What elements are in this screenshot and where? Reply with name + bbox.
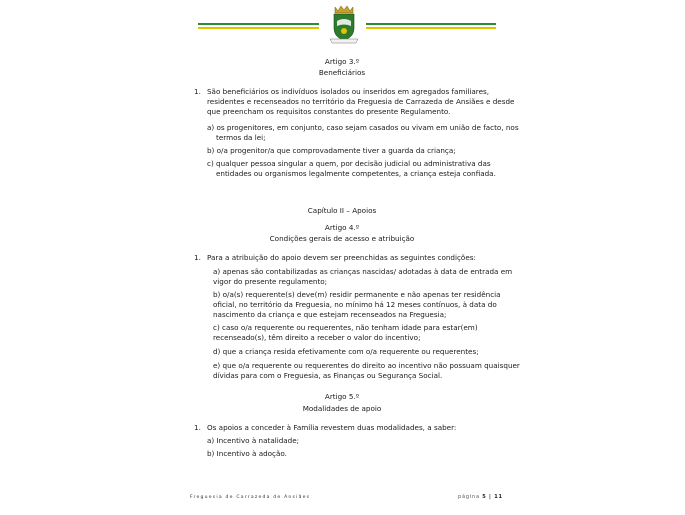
article-3-subitem-c: c) qualquer pessoa singular a quem, por decisão judicial ou administrativa das (207, 159, 491, 168)
article-5-subitem-a: a) Incentivo à natalidade; (207, 436, 300, 445)
article-4-subitem-d: d) que a criança resida efetivamente com o/a requerente ou requerentes; (213, 347, 479, 356)
article-4-subitem-b-cont: oficial, no território da Freguesia, no mínimo há 12 meses contínuos, à data do (213, 300, 497, 309)
article-3-paragraph-line: que preencham os requisitos constantes do presente Regulamento. (207, 107, 451, 116)
article-4-paragraph-line: Para a atribuição do apoio devem ser preenchidas as seguintes condições: (207, 253, 476, 262)
article-3-paragraph-line: São beneficiários os indivíduos isolados ou inseridos em agregados familiares, (207, 87, 490, 96)
article-5-subtitle: Modalidades de apoio (302, 404, 382, 413)
article-3-subitem-a: a) os progenitores, em conjunto, caso sejam casados ou vivam em união de facto, nos (207, 123, 519, 132)
article-4-subitem-b-cont: nascimento da criança e que estejam recenseados na Freguesia; (213, 310, 447, 319)
article-3-item-number: 1. (194, 87, 201, 96)
article-4-subitem-a-cont: vigor do presente regulamento; (213, 277, 328, 286)
article-4-subitem-e: e) que o/a requerente ou requerentes do direito ao incentivo não possuam quaisquer (213, 361, 520, 370)
header-stripe-yellow-left (198, 27, 319, 29)
article-4-subitem-a: a) apenas são contabilizadas as crianças nascidas/ adotadas à data de entrada em (213, 267, 513, 276)
article-4-subtitle: Condições gerais de acesso e atribuição (269, 234, 415, 243)
chapter-2-title: Capítulo II – Apoios (307, 206, 377, 215)
article-4-subitem-c-cont: recenseado(s), têm direito a receber o valor do incentivo; (213, 333, 421, 342)
article-4-subitem-b: b) o/a(s) requerente(s) deve(m) residir permanente e não apenas ter residência (213, 290, 501, 299)
header-stripe-green-left (198, 23, 319, 25)
article-3-subitem-c-cont: entidades ou organismos legalmente competentes, a criança esteja confiada. (216, 169, 496, 178)
article-4-item-number: 1. (194, 253, 201, 262)
footer-organization: Freguesia de Carrazeda de Ansiães (190, 495, 311, 500)
header-stripe-yellow-right (366, 27, 496, 29)
footer-page-value: 5 | 11 (482, 494, 503, 500)
article-5-subitem-b: b) Incentivo à adoção. (207, 449, 287, 458)
article-3-title: Artigo 3.º (324, 57, 360, 66)
footer-page-label: página (458, 494, 480, 500)
article-3-subitem-a-cont: termos da lei; (216, 133, 266, 142)
article-3-paragraph-line: residentes e recenseados no território da Freguesia de Carrazeda de Ansiães e desde (207, 97, 515, 106)
header-stripe-green-right (366, 23, 496, 25)
article-4-subitem-c: c) caso o/a requerente ou requerentes, não tenham idade para estar(em) (213, 323, 478, 332)
article-3-subitem-b: b) o/a progenitor/a que comprovadamente tiver a guarda da criança; (207, 146, 456, 155)
article-4-title: Artigo 4.º (324, 223, 360, 232)
footer-page-number (458, 494, 503, 500)
article-3-subtitle: Beneficiários (318, 68, 366, 77)
article-5-item-number: 1. (194, 423, 201, 432)
article-5-paragraph-line: Os apoios a conceder à Família revestem duas modalidades, a saber: (207, 423, 457, 432)
article-4-subitem-e-cont: dívidas para com o Freguesia, as Finanças ou Segurança Social. (213, 371, 443, 380)
article-5-title: Artigo 5.º (324, 392, 360, 401)
coat-of-arms-icon (327, 4, 361, 46)
